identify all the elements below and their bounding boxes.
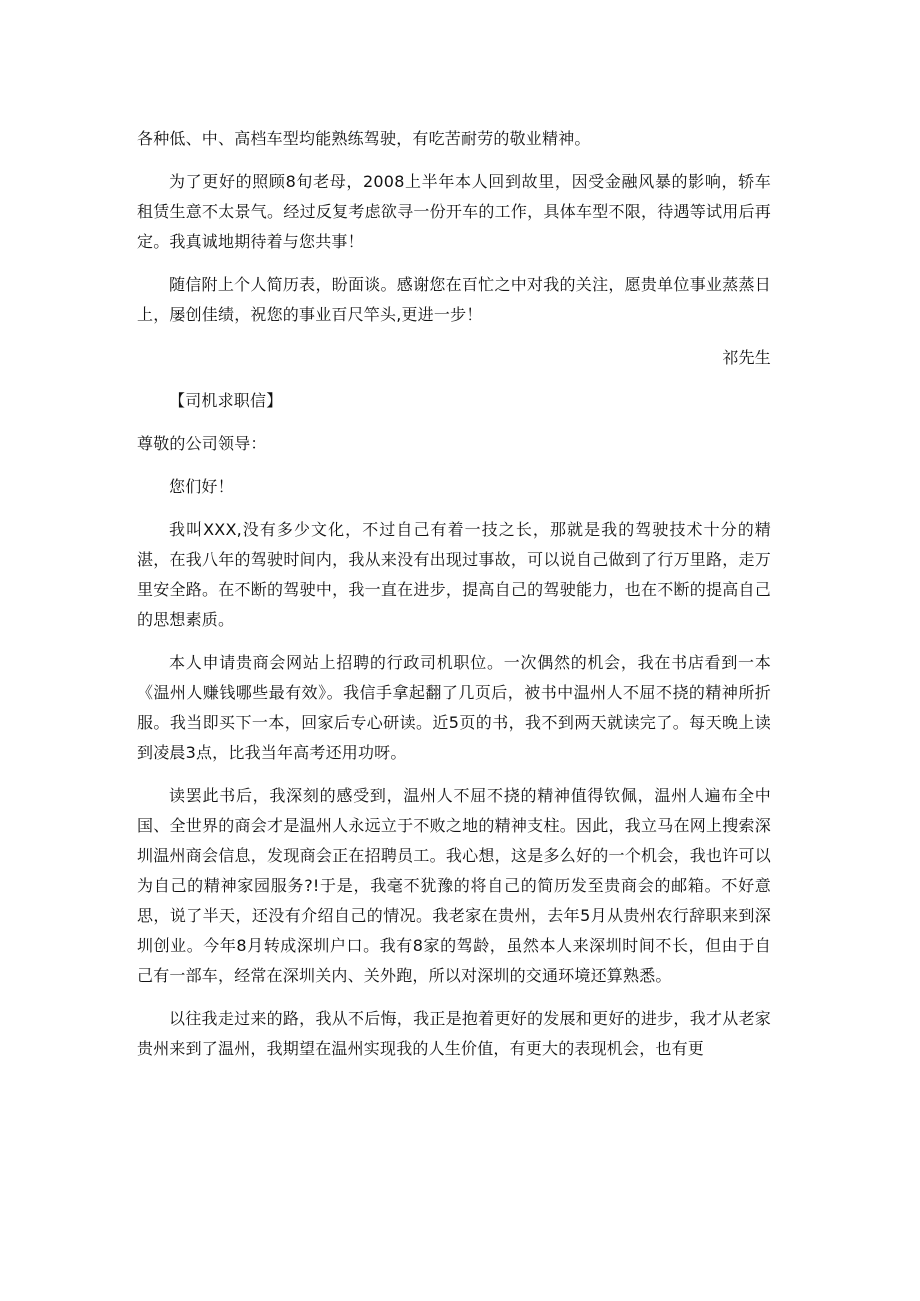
greeting: 您们好！	[169, 477, 234, 496]
salutation: 尊敬的公司领导：	[137, 434, 267, 453]
paragraph-introduction: 我叫XXX,没有多少文化，不过自己有着一技之长，那就是我的驾驶技术十分的精湛，在我八年的驾驶时间内，我从来没有出现过事故，可以说自己做到了行万里路，走万里安全路。在不断的驾驶中，我一直在进步，提高自己的驾驶能力，也在不断的提高自己的思想素质。	[137, 520, 771, 629]
paragraph-application: 本人申请贵商会网站上招聘的行政司机职位。一次偶然的机会，我在书店看到一本《温州人赚钱哪些最有效》。我信手拿起翻了几页后，被书中温州人不屈不挠的精神所折服。我当即买下一本，回家后专心研读。近5页的书，我不到两天就读完了。每天晚上读到凌晨3点，比我当年高考还用功呀。	[137, 653, 771, 762]
paragraph-motivation: 读罢此书后，我深刻的感受到，温州人不屈不挠的精神值得钦佩，温州人遍布全中国、全世界的商会才是温州人永远立于不败之地的精神支柱。因此，我立马在网上搜索深圳温州商会信息，发现商会正在招聘员工。我心想，这是多么好的一个机会，我也许可以为自己的精神家园服务?!于是，我毫不犹豫的将自己的简历发至贵商会的邮箱。不好意思，说了半天，还没有介绍自己的情况。我老家在贵州，去年5月从贵州农行辞职来到深圳创业。今年8月转成深圳户口。我有8家的驾龄，虽然本人来深圳时间不长，但由于自己有一部车，经常在深圳关内、关外跑，所以对深圳的交通环境还算熟悉。	[137, 786, 771, 985]
document-body	[137, 124, 771, 1077]
paragraph-aspiration: 以往我走过来的路，我从不后悔，我正是抱着更好的发展和更好的进步，我才从老家贵州来到了温州，我期望在温州实现我的人生价值，有更大的表现机会，也有更	[137, 1009, 771, 1058]
section-title: 【司机求职信】	[169, 391, 283, 410]
paragraph-continuation: 各种低、中、高档车型均能熟练驾驶，有吃苦耐劳的敬业精神。	[137, 129, 591, 148]
signature: 祁先生	[722, 348, 771, 367]
paragraph-family-reason: 为了更好的照顾8旬老母，2008上半年本人回到故里，因受金融风暴的影响，轿车租赁生意不太景气。经过反复考虑欲寻一份开车的工作，具体车型不限，待遇等试用后再定。我真诚地期待着与您共事！	[137, 172, 771, 251]
paragraph-closing: 随信附上个人简历表，盼面谈。感谢您在百忙之中对我的关注，愿贵单位事业蒸蒸日上，屡创佳绩，祝您的事业百尺竿头,更进一步！	[137, 275, 771, 324]
